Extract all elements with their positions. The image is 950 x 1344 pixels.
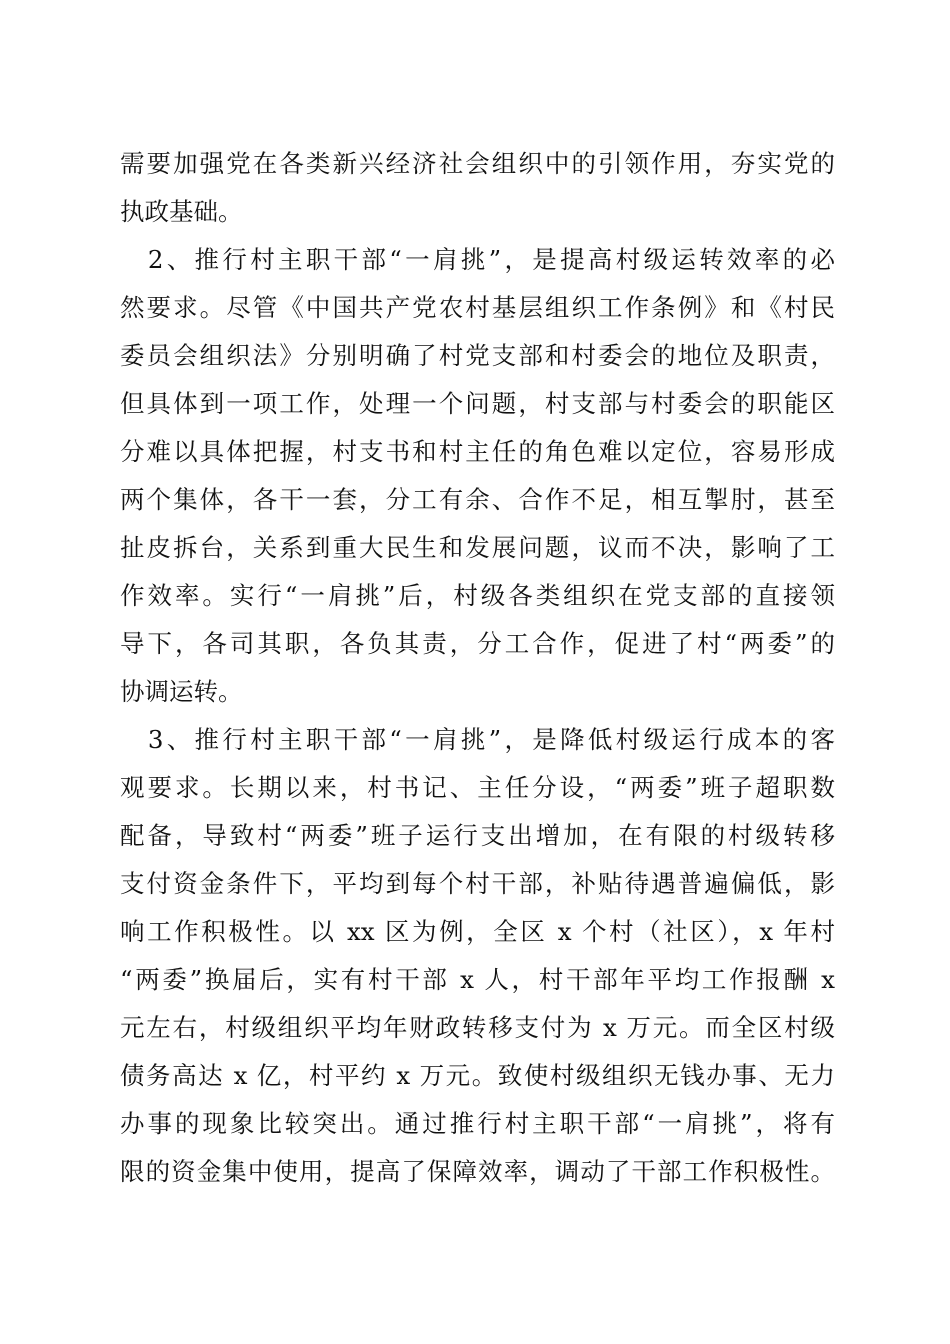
text-line: 需要加强党在各类新兴经济社会组织中的引领作用，夯实党的 bbox=[120, 149, 835, 178]
text-line: 办事的现象比较突出。通过推行村主职干部“一肩挑”，将有 bbox=[120, 1109, 835, 1138]
body-text bbox=[120, 140, 835, 1196]
text-line: 观要求。长期以来，村书记、主任分设，“两委”班子超职数 bbox=[120, 773, 835, 802]
text-line: 然要求。尽管《中国共产党农村基层组织工作条例》和《村民 bbox=[120, 293, 835, 322]
text-line: 导下，各司其职，各负其责，分工合作，促进了村“两委”的 bbox=[120, 629, 835, 658]
text-line: 配备，导致村“两委”班子运行支出增加，在有限的村级转移 bbox=[120, 821, 835, 850]
text-line: 2、推行村主职干部“一肩挑”，是提高村级运转效率的必 bbox=[120, 245, 835, 274]
text-line: “两委”换届后，实有村干部 x 人，村干部年平均工作报酬 x bbox=[120, 965, 835, 994]
text-line: 债务高达 x 亿，村平约 x 万元。致使村级组织无钱办事、无力 bbox=[120, 1061, 835, 1090]
text-line: 支付资金条件下，平均到每个村干部，补贴待遇普遍偏低，影 bbox=[120, 869, 835, 898]
text-line: 分难以具体把握，村支书和村主任的角色难以定位，容易形成 bbox=[120, 437, 835, 466]
text-line: 限的资金集中使用，提高了保障效率，调动了干部工作积极性。 bbox=[120, 1157, 835, 1186]
text-line: 3、推行村主职干部“一肩挑”，是降低村级运行成本的客 bbox=[120, 725, 835, 754]
text-line: 执政基础。 bbox=[120, 197, 243, 226]
text-line: 扯皮拆台，关系到重大民生和发展问题，议而不决，影响了工 bbox=[120, 533, 835, 562]
text-line: 委员会组织法》分别明确了村党支部和村委会的地位及职责， bbox=[120, 341, 835, 370]
text-line: 但具体到一项工作，处理一个问题，村支部与村委会的职能区 bbox=[120, 389, 835, 418]
text-line: 作效率。实行“一肩挑”后，村级各类组织在党支部的直接领 bbox=[120, 581, 835, 610]
text-line: 元左右，村级组织平均年财政转移支付为 x 万元。而全区村级 bbox=[120, 1013, 835, 1042]
text-line: 响工作积极性。以 xx 区为例，全区 x 个村（社区），x 年村 bbox=[120, 917, 835, 946]
text-line: 两个集体，各干一套，分工有余、合作不足，相互掣肘，甚至 bbox=[120, 485, 835, 514]
text-line: 协调运转。 bbox=[120, 677, 243, 706]
